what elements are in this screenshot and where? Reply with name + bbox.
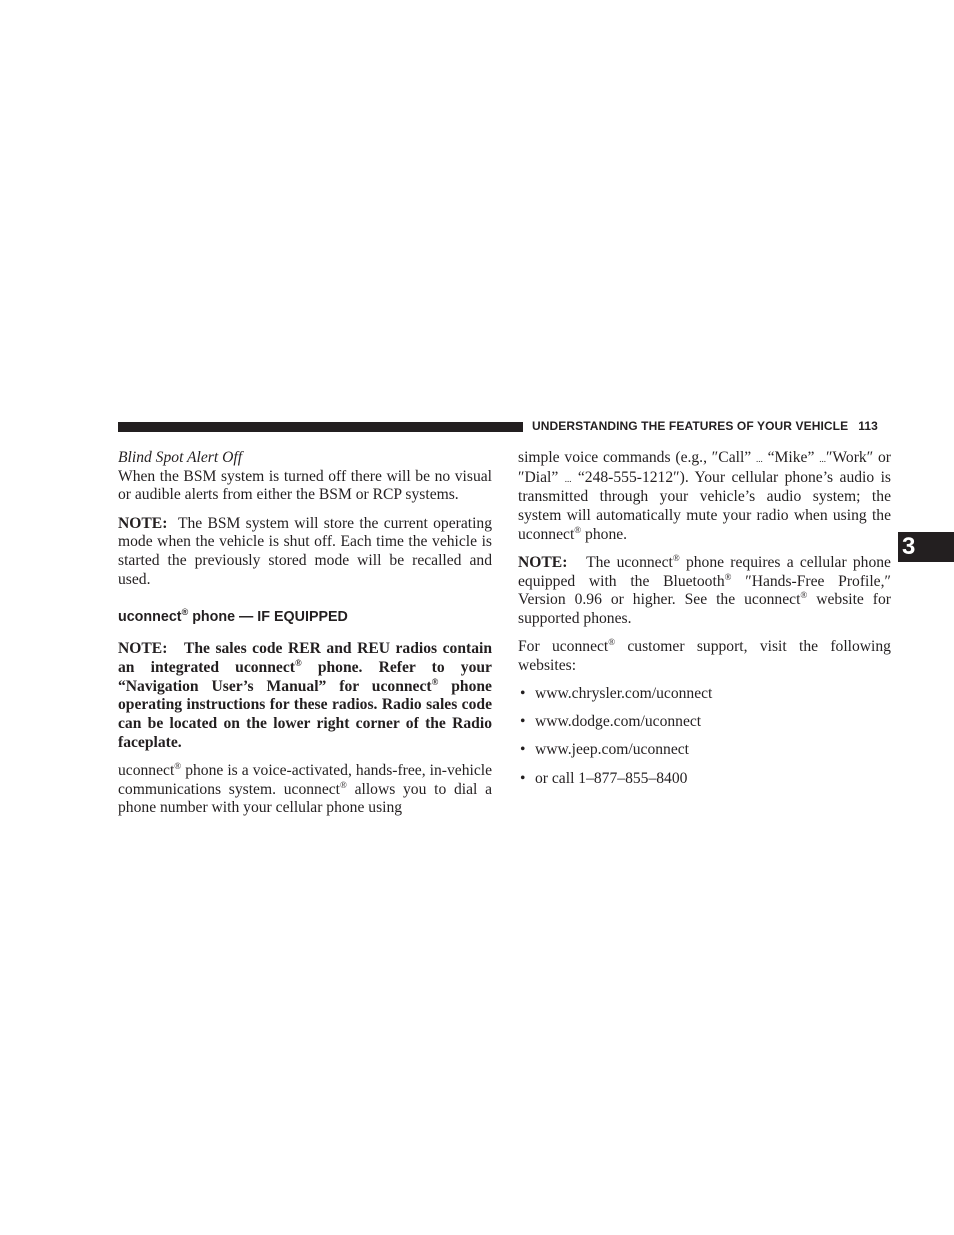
- running-header: [532, 419, 892, 437]
- chapter-number: 3: [902, 533, 916, 560]
- registered-mark: ®: [181, 607, 189, 618]
- note-label: NOTE:: [118, 514, 168, 532]
- list-item: • www.chrysler.com/uconnect: [520, 685, 713, 703]
- bullet-icon: •: [520, 769, 526, 787]
- header-title: UNDERSTANDING THE FEATURES OF YOUR VEHICLE: [532, 419, 849, 433]
- paragraph-uconnect-description: uconnect® phone is a voice-activated, hands-free, in-vehicle communications system. uconnect® allows you to dial a phone number with your cellular phone using: [118, 760, 492, 817]
- note-sales-code: NOTE: The sales code RER and REU radios contain an integrated uconnect® phone. Refer to your “Navigation User’s Manual” for uconnect® phone operating instructions for these radios. Radio sales code can be located on the lower right corner of the Radio faceplate.: [118, 640, 492, 751]
- left-column: [118, 449, 492, 818]
- list-item: • www.dodge.com/uconnect: [520, 713, 702, 731]
- support-list: [518, 685, 891, 788]
- bullet-icon: •: [520, 713, 526, 731]
- header-rule: [118, 422, 523, 432]
- chapter-tab: [898, 532, 954, 562]
- list-item: • or call 1–877–855–8400: [520, 769, 688, 787]
- list-item: • www.jeep.com/uconnect: [520, 741, 690, 759]
- paragraph-customer-support: For uconnect® customer support, visit the following websites:: [518, 637, 891, 675]
- subheading-blind-spot-alert-off: Blind Spot Alert Off: [118, 449, 243, 466]
- note-label: NOTE:: [518, 554, 568, 572]
- paragraph-bsm-off: When the BSM system is turned off there will be no visual or audible alerts from either the BSM or RCP systems.: [118, 467, 492, 504]
- section-heading-uconnect-phone: uconnect® phone — IF EQUIPPED: [118, 607, 348, 626]
- paragraph-voice-commands: simple voice commands (e.g., ″Call” ... “Mike” ...″Work″ or ″Dial” ... “248-555-1212″). Your cellular phone’s audio is transmitted through your vehicle’s audio system; the system will automatically mute your radio when using the uconnect® phone.: [518, 449, 891, 543]
- bullet-icon: •: [520, 685, 526, 703]
- note-bluetooth: NOTE: The uconnect® phone requires a cellular phone equipped with the Bluetooth® ″Hands-Free Profile,″ Version 0.96 or higher. See the uconnect® website for supported phones.: [518, 553, 892, 628]
- bullet-icon: •: [520, 741, 526, 759]
- page-number: 113: [858, 419, 878, 433]
- right-column: [518, 449, 891, 798]
- note-text: The BSM system will store the current operating mode when the vehicle is shut off. Each time the vehicle is started the previously stored mode will be recalled and used.: [118, 514, 493, 588]
- note-bsm-mode: [118, 515, 492, 590]
